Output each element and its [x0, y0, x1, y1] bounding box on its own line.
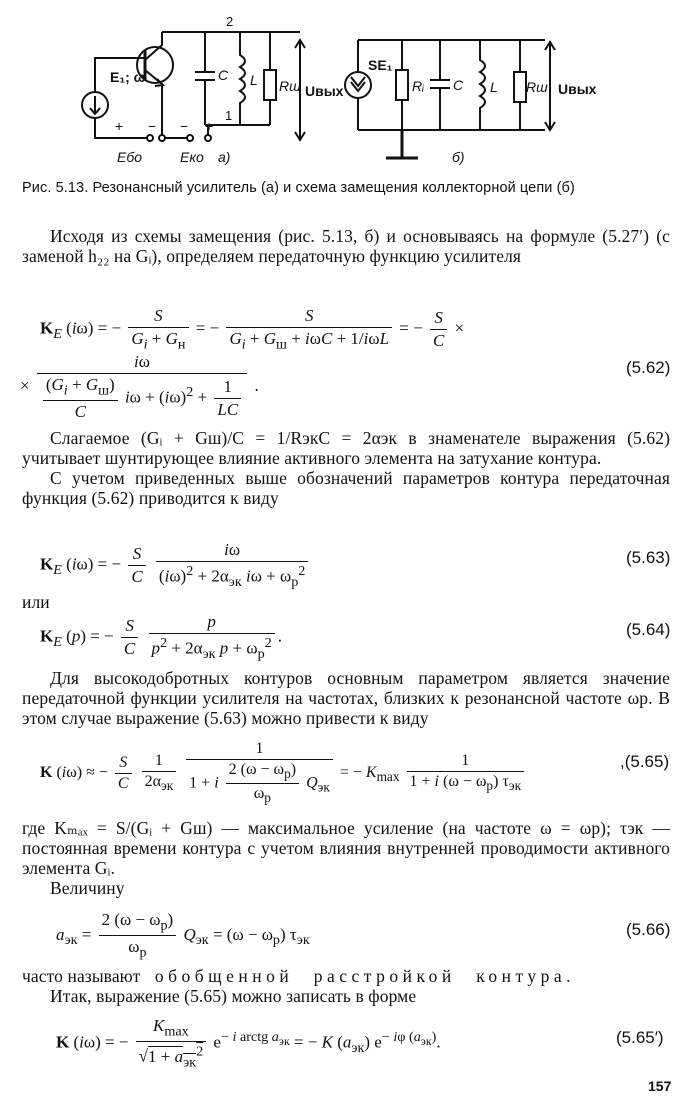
- equation-5-63: $K_E$ (iω) = − $\frac{S}{C}$ $\frac{i\omega}{(i\omega)^2 + 2\alpha_{эк} i\omega + \omega_р^2}$: [40, 540, 311, 591]
- label-L-a: L: [250, 72, 258, 88]
- label-L-b: L: [490, 79, 498, 95]
- node-2-label: 2: [226, 14, 234, 29]
- label-Rsh-a: Rш: [279, 78, 301, 94]
- figure-caption: Рис. 5.13. Резонансный усилитель (а) и схема замещения коллекторной цепи (б): [22, 180, 575, 196]
- plus-sign: +: [205, 118, 214, 134]
- equation-5-64: $K_E$ (p) = − $\frac{S}{C}$ $\frac{p}{p^2 + 2\alpha_{эк} p + \omega_р^2}$ .: [40, 612, 282, 663]
- source-label: E₁; ω: [110, 69, 146, 85]
- page-number: 157: [648, 1078, 672, 1094]
- equation-5-65-prime: K (iω) = − $\frac{K_{max}}{√1 + a_{эк}^2}$ $e^{- i arctg a_{эк}}$ = − K $(a_{эк})$ $e^{- i\varphi (a_{эк})}$.: [56, 1016, 441, 1071]
- plus-sign: +: [115, 118, 124, 134]
- emitter-supply-label: Eбо: [117, 149, 142, 165]
- label-Ri: Rᵢ: [412, 78, 424, 94]
- equation-5-62-line1: $K_E$ (iω) = − $\frac{S}{G_i + G_н}$ = − $\frac{S}{G_i + G_ш + i\omega C + 1/i\omega L}$ = − $\frac{S}{C}$ ×: [40, 306, 465, 353]
- current-source-label: SE₁: [368, 57, 393, 73]
- label-Uout-b: Uвых: [558, 81, 597, 97]
- resistor-icon: [264, 70, 276, 100]
- equation-number: (5.62): [626, 358, 671, 377]
- minus-sign: −: [180, 118, 189, 134]
- paragraph: С учетом приведенных выше обозначений параметров контура передаточная функция (5.62) приводится к виду: [22, 468, 670, 508]
- paragraph: [22, 966, 670, 986]
- circuit-figure: [0, 0, 691, 178]
- collector-supply-label: Eко: [180, 149, 204, 165]
- para7-d: контура.: [476, 966, 576, 986]
- paragraph: Для высокодобротных контуров основным параметром является значение передаточной функции усилителя на частотах, близких к резонансной частоте ωр. В этом случае выражение (5.63) можно привести к виду: [22, 668, 670, 728]
- equation-number: (5.63): [626, 548, 671, 567]
- paragraph: где Kₘₐₓ = S/(Gᵢ + Gш) — максимальное усиление (на частоте ω = ωр); τэк — постоянная времени контура с учетом влияния внутренней проводимости активного элемента Gᵢ.: [22, 818, 670, 878]
- para7-b: обобщенной: [154, 966, 294, 986]
- subfigure-b-label: б): [452, 149, 465, 165]
- source-arrow-icon: [90, 96, 100, 114]
- paragraph: Исходя из схемы замещения (рис. 5.13, б) и основываясь на формуле (5.27′) (с заменой h₂₂ на Gᵢ), определяем передаточную функцию усилителя: [22, 226, 670, 266]
- equation-5-62-line2: × iω $\frac{(G_i + G_ш)}{C}$ $i\omega + (i\omega)^2$ + $\frac{1}{LC}$ .: [20, 352, 259, 422]
- paragraph: Величину: [50, 878, 125, 898]
- minus-sign: −: [148, 118, 157, 134]
- label-Uout-a: Uвых: [305, 83, 344, 99]
- paragraph: Итак, выражение (5.65) можно записать в форме: [50, 986, 417, 1006]
- label-C-a: C: [218, 67, 229, 83]
- equation-5-66: $a_{эк}$ = $\frac{2 (\omega - \omega_р)}{\omega_р}$ $Q_{эк} = (\omega - \omega_р)$ $\tau_{эк}$: [56, 910, 310, 961]
- equation-number: ,(5.65): [620, 752, 670, 771]
- paragraph: Слагаемое (Gᵢ + Gш)/C = 1/RэкC = 2αэк в знаменателе выражения (5.62) учитывает шунтирующее влияние активного элемента на затухание контура.: [22, 428, 670, 468]
- equation-number: (5.64): [626, 620, 671, 639]
- inductor-icon: [240, 32, 245, 125]
- para7-a: часто называют: [22, 966, 141, 986]
- word-or: или: [22, 592, 50, 612]
- subfigure-a-label: а): [218, 149, 231, 165]
- equation-number: (5.66): [626, 920, 671, 939]
- label-Rsh-b: Rш: [526, 79, 548, 95]
- node-1-label: 1: [225, 108, 233, 123]
- para7-c: расстройкой: [313, 966, 456, 986]
- equation-5-65: K (iω) ≈ − $\frac{S}{C}$ $\frac{1}{2\alpha_{эк}}$ 1 1 + i $\frac{2 (\omega - \omega_р)}{\omega_р}$ $Q_{эк}$ = − $K_{max}$ $\frac{1}{1 + i (\omega - \omega_р) \tau_{эк}}$: [40, 740, 527, 806]
- label-C-b: C: [453, 77, 464, 93]
- equation-number: (5.65′): [616, 1028, 664, 1047]
